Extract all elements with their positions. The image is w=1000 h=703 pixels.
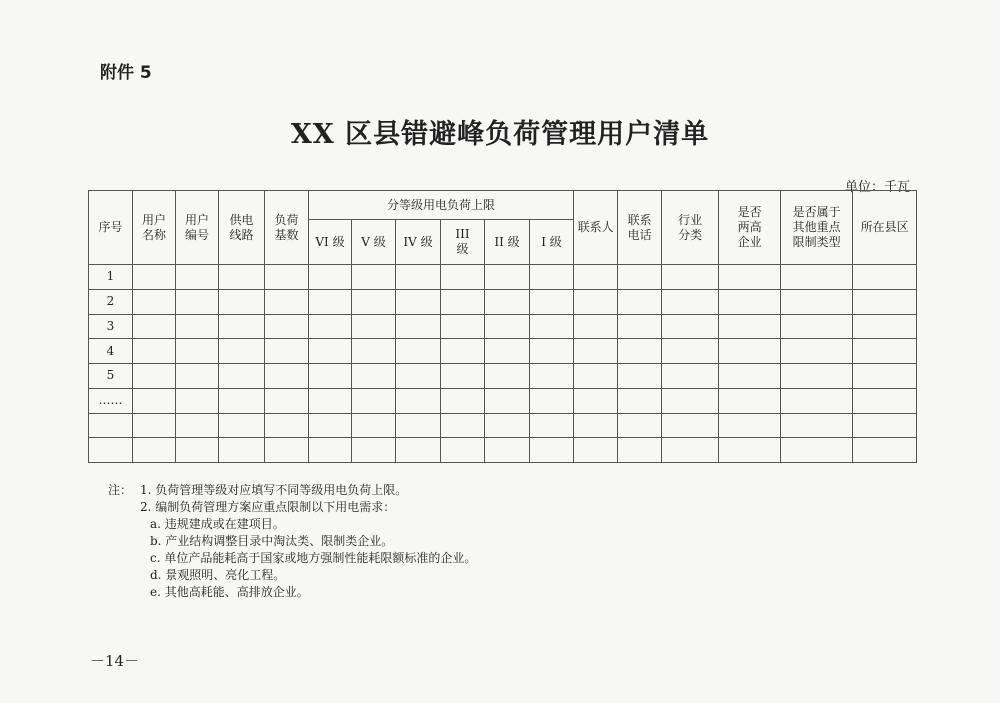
note-subitem-a: a. 违规建成或在建项目。 (150, 517, 285, 531)
table-cell (485, 438, 530, 463)
header-contact: 联系人 (574, 191, 618, 265)
row-index: 5 (89, 364, 133, 389)
table-cell (219, 339, 265, 364)
table-cell (265, 339, 309, 364)
table-cell (176, 438, 219, 463)
table-cell (265, 438, 309, 463)
row-index (89, 413, 133, 438)
table-cell (485, 339, 530, 364)
table-cell (219, 438, 265, 463)
notes-label: 注： (108, 483, 133, 497)
row-index: 2 (89, 289, 133, 314)
attachment-label: 附件 5 (100, 63, 152, 83)
table-cell (574, 413, 618, 438)
table-cell (719, 438, 781, 463)
table-cell (352, 438, 396, 463)
table-row (89, 289, 917, 314)
header-grade-1: I 级 (530, 220, 574, 265)
table-cell (853, 413, 917, 438)
table-cell (352, 388, 396, 413)
table-cell (618, 388, 662, 413)
table-row (89, 314, 917, 339)
table-cell (265, 413, 309, 438)
note-subitem-c: c. 单位产品能耗高于国家或地方强制性能耗限额标准的企业。 (150, 551, 477, 565)
table-cell (719, 314, 781, 339)
table-cell (265, 364, 309, 389)
table-cell (530, 388, 574, 413)
table-cell (441, 413, 485, 438)
table-cell (309, 413, 352, 438)
table-cell (219, 314, 265, 339)
table-cell (309, 438, 352, 463)
table-cell (618, 364, 662, 389)
table-cell (662, 314, 719, 339)
table-cell (309, 289, 352, 314)
table-cell (719, 413, 781, 438)
table-cell (662, 388, 719, 413)
table-cell (265, 265, 309, 290)
table-cell (485, 388, 530, 413)
note-subitem-d: d. 景观照明、亮化工程。 (150, 568, 286, 582)
table-cell (396, 438, 441, 463)
table-cell (133, 339, 176, 364)
header-district: 所在县区 (853, 191, 917, 265)
row-index (89, 438, 133, 463)
table-cell (662, 265, 719, 290)
table-cell (662, 438, 719, 463)
table-cell (574, 314, 618, 339)
table-cell (309, 388, 352, 413)
header-grade-group: 分等级用电负荷上限 (309, 191, 574, 220)
document-title: XX 区县错避峰负荷管理用户清单 (290, 119, 710, 150)
table-cell (176, 388, 219, 413)
table-cell (352, 314, 396, 339)
table-row (89, 388, 917, 413)
header-load-base: 负荷 基数 (265, 191, 309, 265)
table-cell (265, 388, 309, 413)
header-user-name: 用户 名称 (133, 191, 176, 265)
table-cell (441, 339, 485, 364)
table-cell (530, 364, 574, 389)
table-cell (853, 339, 917, 364)
table-cell (133, 413, 176, 438)
header-seq: 序号 (89, 191, 133, 265)
table-cell (352, 289, 396, 314)
table-cell (781, 364, 853, 389)
table-cell (176, 314, 219, 339)
table-cell (441, 388, 485, 413)
table-cell (441, 438, 485, 463)
table-cell (396, 265, 441, 290)
table-cell (396, 413, 441, 438)
table-cell (719, 364, 781, 389)
table-cell (441, 265, 485, 290)
header-other-limit: 是否属于 其他重点 限制类型 (781, 191, 853, 265)
table-cell (352, 364, 396, 389)
table-cell (176, 413, 219, 438)
table-row (89, 364, 917, 389)
table-cell (265, 289, 309, 314)
table-cell (396, 388, 441, 413)
table-cell (309, 314, 352, 339)
table-cell (530, 265, 574, 290)
table-cell (176, 339, 219, 364)
table-cell (618, 314, 662, 339)
table-cell (853, 314, 917, 339)
table-cell (719, 339, 781, 364)
row-index: 4 (89, 339, 133, 364)
table-cell (853, 388, 917, 413)
table-cell (219, 413, 265, 438)
header-grade-5: V 级 (352, 220, 396, 265)
table-cell (781, 289, 853, 314)
table-cell (309, 339, 352, 364)
table-cell (781, 388, 853, 413)
table-cell (396, 364, 441, 389)
table-cell (309, 265, 352, 290)
table-cell (719, 265, 781, 290)
table-cell (719, 289, 781, 314)
page-number: －14－ (90, 652, 140, 670)
table-cell (485, 364, 530, 389)
table-cell (530, 413, 574, 438)
header-grade-3: III 级 (441, 220, 485, 265)
table-cell (133, 364, 176, 389)
table-cell (265, 314, 309, 339)
table-cell (574, 339, 618, 364)
table-cell (781, 265, 853, 290)
table-cell (219, 364, 265, 389)
table-cell (662, 289, 719, 314)
table-cell (853, 265, 917, 290)
row-index: 1 (89, 265, 133, 290)
table-cell (530, 314, 574, 339)
table-cell (719, 388, 781, 413)
table-cell (485, 314, 530, 339)
table-cell (219, 289, 265, 314)
table-cell (662, 364, 719, 389)
table-cell (133, 388, 176, 413)
table-cell (133, 289, 176, 314)
table-cell (574, 265, 618, 290)
header-grade-2: II 级 (485, 220, 530, 265)
note-item-2: 2. 编制负荷管理方案应重点限制以下用电需求： (140, 500, 396, 514)
table-cell (133, 265, 176, 290)
table-cell (176, 364, 219, 389)
table-cell (441, 289, 485, 314)
table-cell (781, 413, 853, 438)
header-phone: 联系 电话 (618, 191, 662, 265)
table-cell (133, 438, 176, 463)
table-cell (441, 364, 485, 389)
table-cell (396, 339, 441, 364)
unit-label: 单位：千瓦 (844, 180, 910, 195)
notes-section (108, 482, 476, 601)
header-grade-4: IV 级 (396, 220, 441, 265)
table-cell (530, 289, 574, 314)
table-cell (853, 364, 917, 389)
note-item-1: 1. 负荷管理等级对应填写不同等级用电负荷上限。 (140, 483, 408, 497)
table-cell (781, 438, 853, 463)
table-cell (485, 265, 530, 290)
header-industry: 行业 分类 (662, 191, 719, 265)
user-list-table (88, 190, 917, 463)
table-cell (853, 438, 917, 463)
table-cell (618, 339, 662, 364)
table-cell (574, 364, 618, 389)
table-cell (176, 265, 219, 290)
header-user-id: 用户 编号 (176, 191, 219, 265)
table-cell (618, 413, 662, 438)
table-cell (176, 289, 219, 314)
table-cell (618, 289, 662, 314)
table-cell (396, 314, 441, 339)
table-cell (853, 289, 917, 314)
table-cell (219, 388, 265, 413)
table-cell (662, 339, 719, 364)
table-row (89, 438, 917, 463)
table-cell (441, 314, 485, 339)
header-two-high: 是否 两高 企业 (719, 191, 781, 265)
table-cell (485, 289, 530, 314)
table-cell (781, 314, 853, 339)
table-cell (781, 339, 853, 364)
header-supply-line: 供电 线路 (219, 191, 265, 265)
table-cell (352, 339, 396, 364)
table-row (89, 339, 917, 364)
table-row (89, 413, 917, 438)
table-cell (574, 438, 618, 463)
note-subitem-e: e. 其他高耗能、高排放企业。 (150, 585, 309, 599)
table-cell (219, 265, 265, 290)
table-cell (618, 438, 662, 463)
note-subitem-b: b. 产业结构调整目录中淘汰类、限制类企业。 (150, 534, 394, 548)
table-cell (662, 413, 719, 438)
table-cell (574, 289, 618, 314)
table-cell (352, 413, 396, 438)
table-cell (396, 289, 441, 314)
row-index: …… (89, 388, 133, 413)
table-cell (530, 339, 574, 364)
table-cell (574, 388, 618, 413)
table-cell (530, 438, 574, 463)
table-cell (352, 265, 396, 290)
row-index: 3 (89, 314, 133, 339)
table-cell (485, 413, 530, 438)
table-row (89, 265, 917, 290)
table-cell (309, 364, 352, 389)
table-cell (618, 265, 662, 290)
header-grade-6: VI 级 (309, 220, 352, 265)
table-cell (133, 314, 176, 339)
table-body (89, 265, 917, 463)
